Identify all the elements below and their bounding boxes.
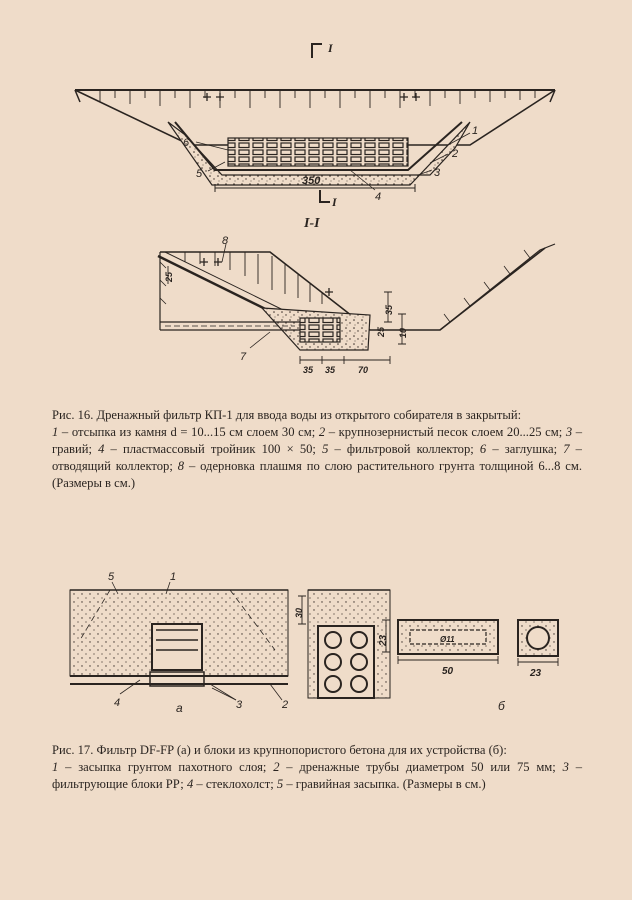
figure-17-caption-title: Рис. 17. Фильтр DF-FP (а) и блоки из крупнопористого бетона для их устройства (б): — [52, 743, 507, 757]
dim-10: 10 — [398, 327, 408, 338]
svg-text:I: I — [328, 41, 333, 55]
figure-16-caption-title: Рис. 16. Дренажный фильтр КП-1 для ввода воды из открытого собирателя в закрытый: — [52, 408, 522, 422]
label-17-4: 4 — [114, 697, 121, 709]
dim-70: 70 — [358, 365, 369, 375]
figure-17-drawing — [0, 560, 632, 720]
subfigure-b: б — [498, 699, 505, 713]
dim-25b: 25 — [376, 326, 386, 337]
label-7: 7 — [240, 351, 247, 363]
subfigure-a: а — [176, 701, 183, 715]
label-3: 3 — [434, 167, 441, 179]
dim-35b: 35 — [325, 365, 336, 375]
dim-17-30: 30 — [294, 607, 304, 618]
dim-17-23a: 23 — [378, 634, 389, 646]
label-17-1: 1 — [170, 571, 177, 583]
plan-cross-section — [75, 90, 555, 209]
figure-16-caption — [52, 407, 582, 492]
dim-17-d11: Ø11 — [440, 635, 455, 644]
label-6: 6 — [183, 137, 190, 149]
figure-17-caption — [52, 742, 582, 793]
longitudinal-section — [158, 235, 555, 375]
dim-17-23b: 23 — [530, 668, 542, 679]
dim-35a: 35 — [303, 365, 314, 375]
label-17-5: 5 — [108, 571, 115, 583]
section-mark-top — [312, 41, 334, 58]
label-4: 4 — [375, 191, 382, 203]
label-1: 1 — [472, 125, 479, 137]
figure-16-legend: 1 – отсыпка из камня d = 10...15 см слоем 30 см; 2 – крупнозернистый песок слоем 20...25 см; 3 – гравий; 4 – пластмассовый тройник 100 × 50; 5 – фильтровой коллектор; 6 – заглушка; 7 – отводящий коллектор; 8 – одерновка плашмя по слою растительного грунта толщиной 6...8 см. (Размеры в см.) — [52, 425, 583, 490]
dim-35c: 35 — [384, 304, 394, 315]
dim-25: 25 — [164, 271, 174, 282]
dim-350: 350 — [302, 175, 321, 187]
dim-17-50: 50 — [442, 666, 454, 677]
section-mark-bottom: I — [332, 195, 337, 209]
label-8: 8 — [222, 235, 229, 247]
figure-17-legend: 1 – засыпка грунтом пахотного слоя; 2 – дренажные трубы диаметром 50 или 75 мм; 3 – фильтрующие блоки РР; 4 – стеклохолст; 5 – гравийная засыпка. (Размеры в см.) — [52, 760, 582, 791]
label-17-3: 3 — [236, 699, 243, 711]
section-title: I-I — [304, 216, 320, 231]
figure-16-drawing — [0, 30, 632, 390]
figure-17a — [70, 571, 288, 715]
figure-17a-side — [294, 590, 390, 698]
label-2: 2 — [452, 148, 459, 160]
label-17-2: 2 — [282, 699, 289, 711]
figure-17b — [378, 620, 558, 713]
label-5: 5 — [196, 168, 203, 180]
